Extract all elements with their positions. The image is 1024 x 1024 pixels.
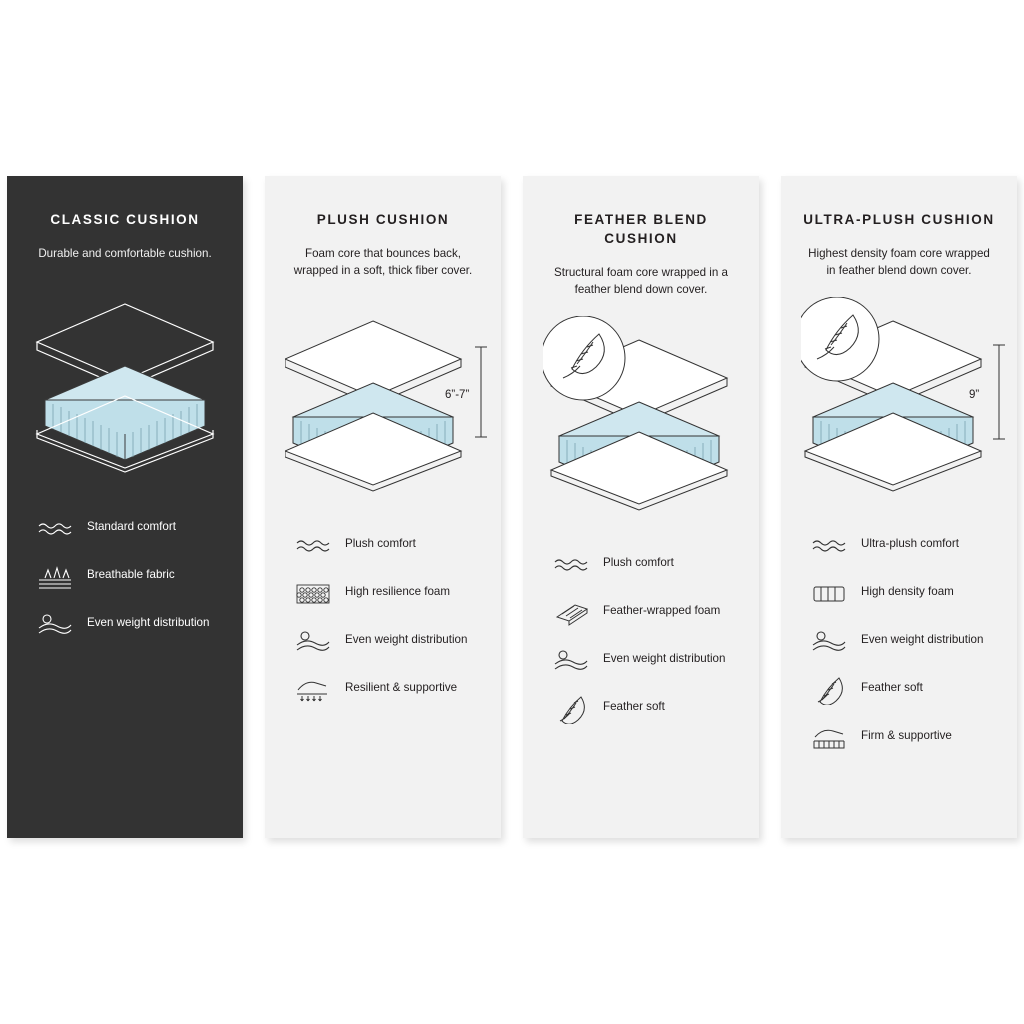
feature-label: Feather soft [603, 700, 665, 713]
feature-item [33, 610, 217, 640]
dimension-label: 9” [969, 389, 980, 401]
card-title: CLASSIC CUSHION [50, 212, 200, 227]
resilient-support-icon [291, 675, 335, 705]
weight-distribution-icon [549, 646, 593, 676]
feature-item [807, 531, 991, 561]
density-foam-icon [807, 579, 851, 609]
breathable-fabric-icon [33, 562, 77, 592]
feature-label: Even weight distribution [87, 616, 210, 629]
feature-item [33, 562, 217, 592]
card-description: Highest density foam core wrapped in feather blend down cover. [808, 247, 990, 277]
feature-item [291, 579, 475, 609]
feature-item [807, 675, 991, 705]
feature-item [807, 723, 991, 753]
weight-distribution-icon [807, 627, 851, 657]
feature-label: Plush comfort [603, 556, 674, 569]
feature-label: Even weight distribution [603, 652, 726, 665]
feature-label: Plush comfort [345, 537, 416, 550]
card-description: Foam core that bounces back, wrapped in a soft, thick fiber cover. [293, 247, 473, 277]
feature-item [291, 531, 475, 561]
feature-label: High resilience foam [345, 585, 451, 598]
feature-label: Feather soft [861, 681, 923, 694]
feature-item [291, 675, 475, 705]
feather-icon [807, 675, 851, 705]
feature-list [285, 531, 481, 705]
feature-item [549, 550, 733, 580]
weight-distribution-icon [33, 610, 77, 640]
feature-label: Standard comfort [87, 520, 176, 533]
feature-item [549, 646, 733, 676]
feather-wrapped-foam-icon [549, 598, 593, 628]
feature-label: Ultra-plush comfort [861, 537, 959, 550]
card-description: Durable and comfortable cushion. [38, 247, 212, 260]
feather-badge [543, 316, 625, 400]
card-title: FEATHER BLEND CUSHION [574, 212, 708, 246]
feature-label: Breathable fabric [87, 568, 175, 581]
feather-icon [549, 694, 593, 724]
feature-item [549, 694, 733, 724]
card-description: Structural foam core wrapped in a feather blend down cover. [554, 266, 728, 296]
feature-label: Resilient & supportive [345, 681, 458, 694]
feature-label: Even weight distribution [345, 633, 468, 646]
firm-support-icon [807, 723, 851, 753]
feature-item [291, 627, 475, 657]
feature-item [807, 627, 991, 657]
cushion-illustration-classic [27, 280, 223, 490]
feature-item [807, 579, 991, 609]
wave-lines-icon [549, 550, 593, 580]
feature-label: High density foam [861, 585, 954, 598]
card-plush-cushion[interactable] [265, 176, 501, 838]
card-title: ULTRA-PLUSH CUSHION [803, 212, 995, 227]
weight-distribution-icon [291, 627, 335, 657]
wave-lines-icon [291, 531, 335, 561]
dimension-label: 6”-7” [445, 389, 470, 401]
feather-badge [801, 297, 879, 381]
feature-label: Even weight distribution [861, 633, 984, 646]
cushion-illustration-plush [285, 297, 481, 507]
honeycomb-foam-icon [291, 579, 335, 609]
wave-lines-icon [807, 531, 851, 561]
feature-list [27, 514, 223, 640]
feature-label: Firm & supportive [861, 729, 952, 742]
cushion-illustration-feather-blend [543, 316, 739, 526]
feature-item [549, 598, 733, 628]
card-classic-cushion[interactable] [7, 176, 243, 838]
card-ultra-plush-cushion[interactable] [781, 176, 1017, 838]
card-feather-blend-cushion[interactable] [523, 176, 759, 838]
feature-item [33, 514, 217, 544]
wave-lines-icon [33, 514, 77, 544]
cards-row [0, 176, 1024, 838]
feature-list [801, 531, 997, 753]
feature-label: Feather-wrapped foam [603, 604, 721, 617]
cushion-illustration-ultra-plush [801, 297, 997, 507]
card-title: PLUSH CUSHION [316, 212, 450, 227]
feature-list [543, 550, 739, 724]
